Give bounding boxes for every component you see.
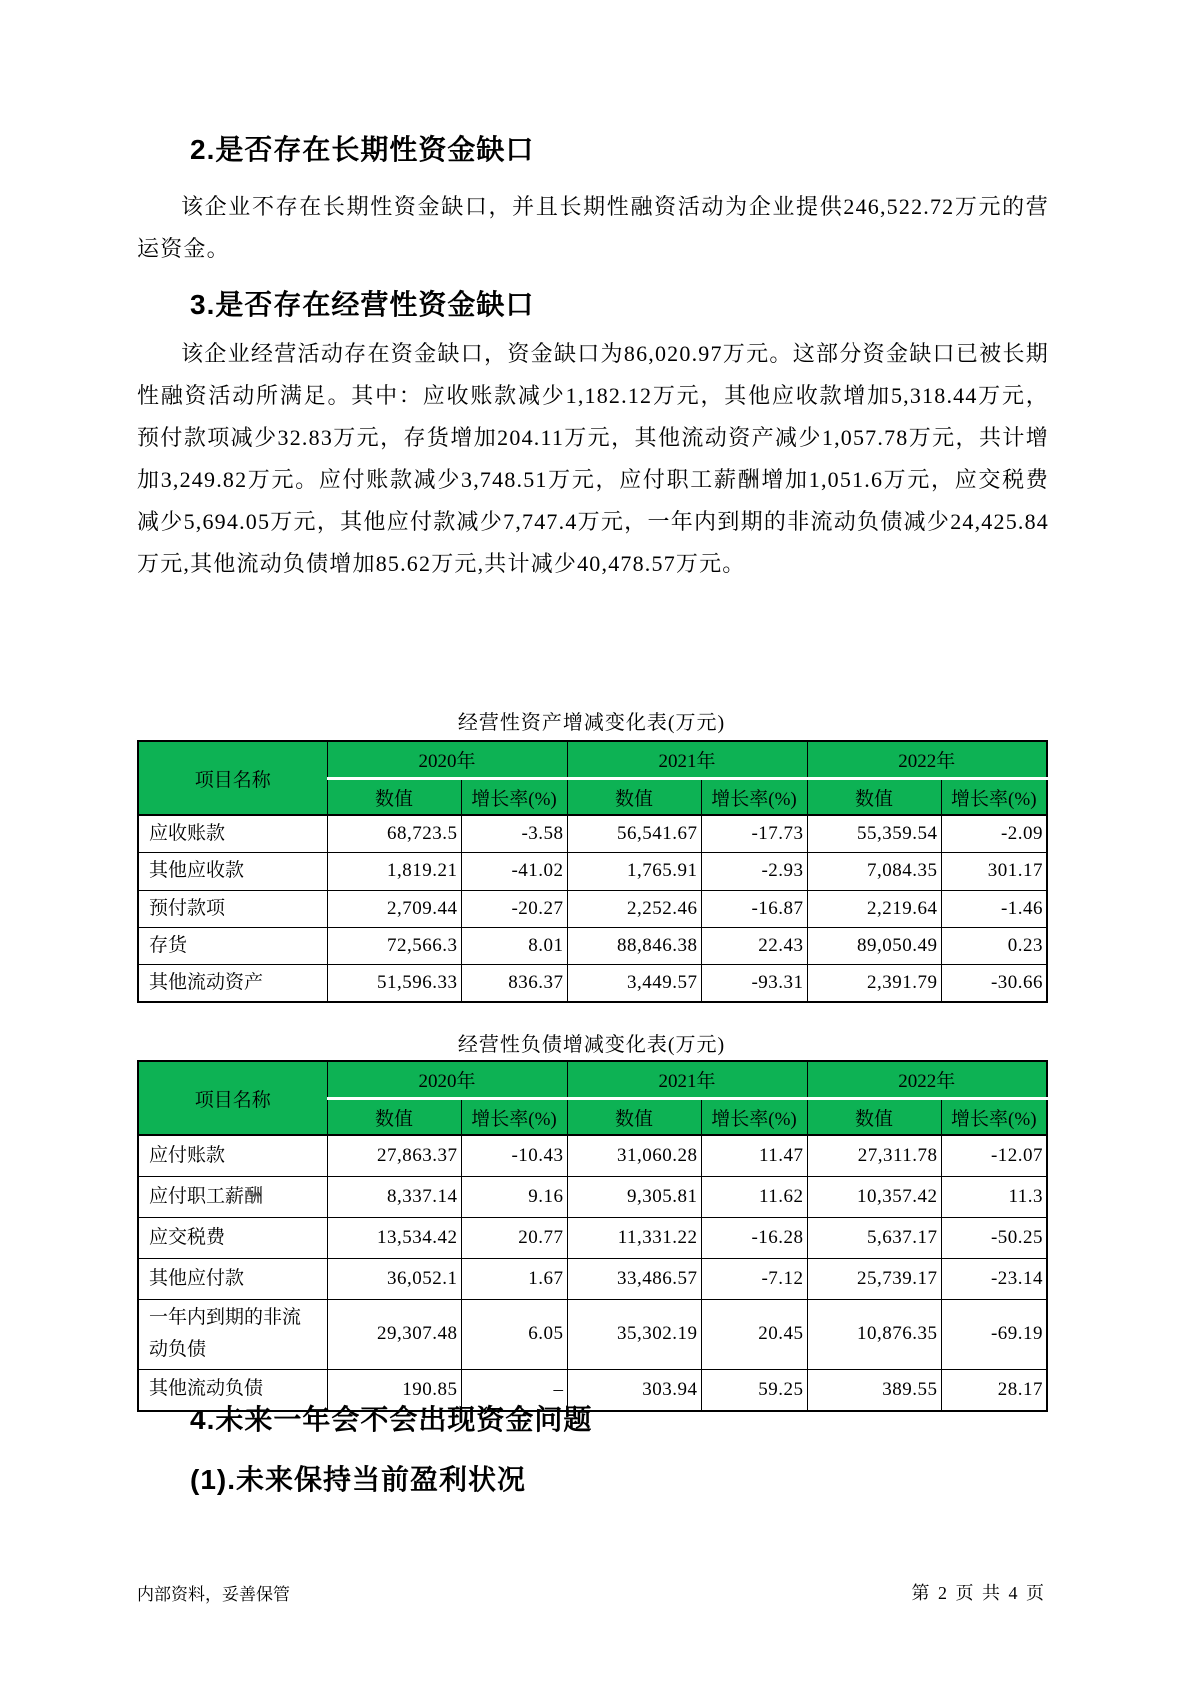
row-label: 应付账款 (138, 1135, 327, 1177)
row-label: 一年内到期的非流动负债 (138, 1300, 327, 1370)
subheader-growth: 增长率(%) (701, 779, 807, 816)
cell-value: -7.12 (701, 1259, 807, 1300)
cell-value: 59.25 (701, 1369, 807, 1411)
row-label: 其他流动资产 (138, 965, 327, 1003)
section-heading-future-year: 4.未来一年会不会出现资金问题 (190, 1404, 593, 1435)
column-header-year-2020: 2020年 (327, 741, 567, 779)
cell-value: 11.47 (701, 1135, 807, 1177)
cell-value: -16.87 (701, 890, 807, 927)
cell-value: 301.17 (941, 853, 1047, 890)
subheader-value: 数值 (807, 779, 941, 816)
cell-value: 1,765.91 (567, 853, 701, 890)
cell-value: 20.77 (461, 1218, 567, 1259)
table-row (138, 1218, 1047, 1259)
cell-value: -17.73 (701, 815, 807, 853)
cell-value: 9,305.81 (567, 1177, 701, 1218)
row-label: 存货 (138, 927, 327, 964)
section-heading-long-term-gap: 2.是否存在长期性资金缺口 (190, 134, 535, 165)
cell-value: 3,449.57 (567, 965, 701, 1003)
cell-value: -16.28 (701, 1218, 807, 1259)
cell-value: 2,709.44 (327, 890, 461, 927)
cell-value: -10.43 (461, 1135, 567, 1177)
column-header-year-2022: 2022年 (807, 741, 1047, 779)
cell-value: 29,307.48 (327, 1300, 461, 1370)
subheader-value: 数值 (327, 779, 461, 816)
cell-value: 20.45 (701, 1300, 807, 1370)
cell-value: 1.67 (461, 1259, 567, 1300)
assets-change-table (137, 740, 1048, 1003)
paragraph-operating-gap: 该企业经营活动存在资金缺口，资金缺口为86,020.97万元。这部分资金缺口已被长期性融资活动所满足。其中：应收账款减少1,182.12万元，其他应收款增加5,318.44万元，预付款项减少32.83万元，存货增加204.11万元，其他流动资产减少1,057.78万元，共计增加3,249.82万元。应付账款减少3,748.51万元，应付职工薪酬增加1,051.6万元，应交税费减少5,694.05万元，其他应付款减少7,747.4万元，一年内到期的非流动负债减少24,425.84万元,其他流动负债增加85.62万元,共计减少40,478.57万元。 (137, 341, 1049, 576)
column-header-year-2022: 2022年 (807, 1061, 1047, 1099)
column-header-item: 项目名称 (138, 1061, 327, 1135)
table-row (138, 853, 1047, 890)
cell-value: -93.31 (701, 965, 807, 1003)
cell-value: 28.17 (941, 1369, 1047, 1411)
cell-value: 8,337.14 (327, 1177, 461, 1218)
cell-value: -2.93 (701, 853, 807, 890)
cell-value: 6.05 (461, 1300, 567, 1370)
liabilities-change-table (137, 1060, 1048, 1412)
subheader-value: 数值 (567, 779, 701, 816)
cell-value: – (461, 1369, 567, 1411)
table-row (138, 965, 1047, 1003)
cell-value: 7,084.35 (807, 853, 941, 890)
cell-value: 89,050.49 (807, 927, 941, 964)
cell-value: 2,219.64 (807, 890, 941, 927)
table-row (138, 1135, 1047, 1177)
footer-page-number: 第 2 页 共 4 页 (911, 1583, 1046, 1603)
cell-value: 27,863.37 (327, 1135, 461, 1177)
column-header-year-2021: 2021年 (567, 1061, 807, 1099)
cell-value: 22.43 (701, 927, 807, 964)
row-label: 其他流动负债 (138, 1369, 327, 1411)
cell-value: 72,566.3 (327, 927, 461, 964)
cell-value: -30.66 (941, 965, 1047, 1003)
footer-confidential-note: 内部资料，妥善保管 (137, 1585, 290, 1604)
cell-value: 2,252.46 (567, 890, 701, 927)
subheader-growth: 增长率(%) (941, 1099, 1047, 1136)
cell-value: 27,311.78 (807, 1135, 941, 1177)
cell-value: 1,819.21 (327, 853, 461, 890)
row-label: 其他应收款 (138, 853, 327, 890)
paragraph-long-term-gap: 该企业不存在长期性资金缺口，并且长期性融资活动为企业提供246,522.72万元的营运资金。 (137, 194, 1049, 261)
cell-value: 25,739.17 (807, 1259, 941, 1300)
cell-value: 68,723.5 (327, 815, 461, 853)
cell-value: 10,357.42 (807, 1177, 941, 1218)
table-row (138, 1177, 1047, 1218)
cell-value: -1.46 (941, 890, 1047, 927)
cell-value: 0.23 (941, 927, 1047, 964)
cell-value: -23.14 (941, 1259, 1047, 1300)
column-header-year-2020: 2020年 (327, 1061, 567, 1099)
section-heading-future-profit: (1).未来保持当前盈利状况 (190, 1464, 527, 1495)
cell-value: -69.19 (941, 1300, 1047, 1370)
cell-value: 2,391.79 (807, 965, 941, 1003)
column-header-item: 项目名称 (138, 741, 327, 815)
cell-value: 11.3 (941, 1177, 1047, 1218)
liabilities-table-title: 经营性负债增减变化表(万元) (457, 1034, 726, 1056)
section-heading-operating-gap: 3.是否存在经营性资金缺口 (190, 289, 535, 320)
cell-value: 11.62 (701, 1177, 807, 1218)
table-row (138, 815, 1047, 853)
row-label: 应交税费 (138, 1218, 327, 1259)
cell-value: 13,534.42 (327, 1218, 461, 1259)
cell-value: -12.07 (941, 1135, 1047, 1177)
cell-value: 9.16 (461, 1177, 567, 1218)
subheader-growth: 增长率(%) (941, 779, 1047, 816)
column-header-year-2021: 2021年 (567, 741, 807, 779)
cell-value: 56,541.67 (567, 815, 701, 853)
cell-value: 35,302.19 (567, 1300, 701, 1370)
cell-value: 190.85 (327, 1369, 461, 1411)
cell-value: 88,846.38 (567, 927, 701, 964)
subheader-growth: 增长率(%) (461, 779, 567, 816)
cell-value: 303.94 (567, 1369, 701, 1411)
table-row (138, 1259, 1047, 1300)
subheader-growth: 增长率(%) (701, 1099, 807, 1136)
cell-value: -2.09 (941, 815, 1047, 853)
cell-value: -41.02 (461, 853, 567, 890)
cell-value: 389.55 (807, 1369, 941, 1411)
cell-value: 33,486.57 (567, 1259, 701, 1300)
cell-value: 836.37 (461, 965, 567, 1003)
table-row (138, 1300, 1047, 1370)
cell-value: -20.27 (461, 890, 567, 927)
cell-value: 51,596.33 (327, 965, 461, 1003)
cell-value: 11,331.22 (567, 1218, 701, 1259)
subheader-growth: 增长率(%) (461, 1099, 567, 1136)
subheader-value: 数值 (807, 1099, 941, 1136)
cell-value: 10,876.35 (807, 1300, 941, 1370)
row-label: 预付款项 (138, 890, 327, 927)
subheader-value: 数值 (567, 1099, 701, 1136)
cell-value: 5,637.17 (807, 1218, 941, 1259)
cell-value: -50.25 (941, 1218, 1047, 1259)
row-label: 应收账款 (138, 815, 327, 853)
subheader-value: 数值 (327, 1099, 461, 1136)
cell-value: 36,052.1 (327, 1259, 461, 1300)
assets-table-title: 经营性资产增减变化表(万元) (457, 712, 726, 734)
cell-value: 31,060.28 (567, 1135, 701, 1177)
table-row (138, 927, 1047, 964)
cell-value: 8.01 (461, 927, 567, 964)
row-label: 其他应付款 (138, 1259, 327, 1300)
cell-value: 55,359.54 (807, 815, 941, 853)
row-label: 应付职工薪酬 (138, 1177, 327, 1218)
cell-value: -3.58 (461, 815, 567, 853)
table-row (138, 890, 1047, 927)
